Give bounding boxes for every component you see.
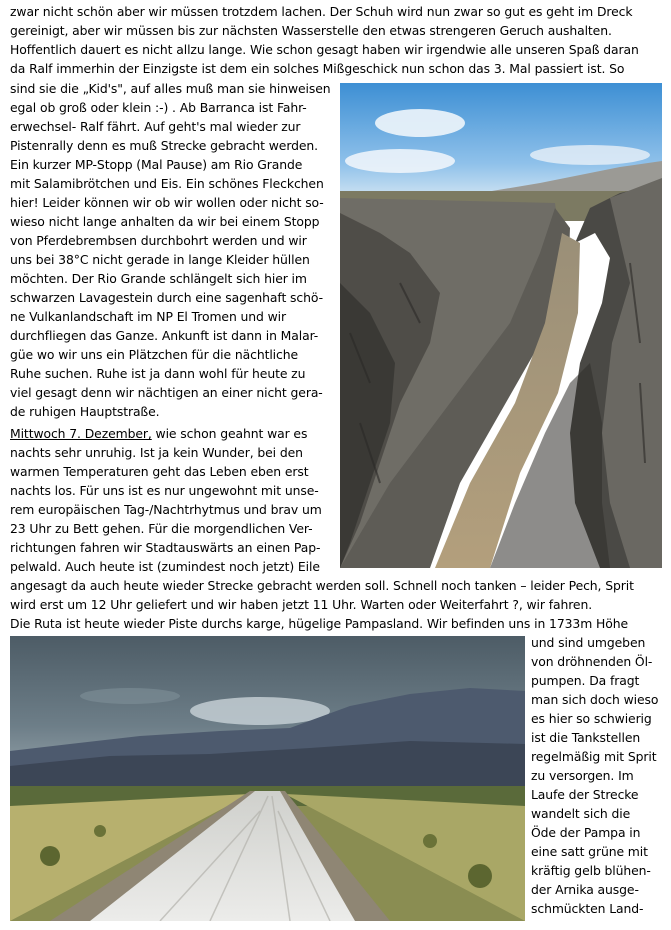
river-canyon-photo — [340, 83, 662, 568]
text-line: de ruhigen Hauptstraße. — [10, 404, 160, 419]
text-line: viel gesagt denn wir nächtigen an einer nicht gera- — [10, 385, 323, 400]
text-line: Laufe der Strecke — [531, 787, 639, 802]
text-line: uns bei 38°C nicht gerade in lange Kleider hüllen — [10, 252, 310, 267]
text-line: es hier so schwierig — [531, 711, 652, 726]
text-line: wandelt sich die — [531, 806, 631, 821]
text-line: mit Salamibrötchen und Eis. Ein schönes Fleckchen — [10, 176, 324, 191]
text-line: ne Vulkanlandschaft im NP El Tromen und wir — [10, 309, 287, 324]
text-line: von Pferdebrembsen durchbohrt werden und wir — [10, 233, 307, 248]
text-line: richtungen fahren wir Stadtauswärts an einen Pap- — [10, 540, 321, 555]
text-line: von dröhnenden Öl- — [531, 654, 653, 669]
text-line: der Arnika ausge- — [531, 882, 639, 897]
gravel-road-photo — [10, 636, 525, 921]
text-line: rem europäischen Tag-/Nachtrhytmus und brav um — [10, 502, 322, 517]
text-line: durchfliegen das Ganze. Ankunft ist dann in Malar- — [10, 328, 319, 343]
text-line: wieso nicht lange anhalten da wir bei einem Stopp — [10, 214, 320, 229]
text-line: pelwald. Auch heute ist (zumindest noch jetzt) Eile — [10, 559, 320, 574]
text-line: hier! Leider können wir ob wir wollen oder nicht so- — [10, 195, 324, 210]
text-line: Die Ruta ist heute wieder Piste durchs karge, hügelige Pampasland. Wir befinden uns in 1733m Höhe — [10, 616, 628, 631]
text-line: ist die Tankstellen — [531, 730, 641, 745]
text-line: Hoffentlich dauert es nicht allzu lange. Wie schon gesagt haben wir irgendwie alle unseren Spaß daran — [10, 42, 639, 57]
text-line: Pistenrally denn es muß Strecke gebracht werden. — [10, 138, 318, 153]
date-heading: Mittwoch 7. Dezember, — [10, 426, 152, 441]
text-line: 23 Uhr zu Bett gehen. Für die morgendlichen Ver- — [10, 521, 313, 536]
text-line: güe wo wir uns ein Plätzchen für die nächtliche — [10, 347, 299, 362]
text-line: zu versorgen. Im — [531, 768, 634, 783]
text-line: Ein kurzer MP-Stopp (Mal Pause) am Rio Grande — [10, 157, 303, 172]
text-line: und sind umgeben — [531, 635, 646, 650]
text-line: kräftig gelb blühen- — [531, 863, 651, 878]
text-line: pumpen. Da fragt — [531, 673, 640, 688]
text-line: gereinigt, aber wir müssen bis zur nächsten Wasserstelle den etwas strengeren Geruch aushalten. — [10, 23, 612, 38]
text-line: da Ralf immerhin der Einzigste ist dem ein solches Mißgeschick nun schon das 3. Mal passiert ist. So — [10, 61, 625, 76]
text-line: Öde der Pampa in — [531, 825, 641, 840]
text-line: nachts los. Für uns ist es nur ungewohnt mit unse- — [10, 483, 319, 498]
text-line: nachts sehr unruhig. Ist ja kein Wunder, bei den — [10, 445, 303, 460]
text-line: Ruhe suchen. Ruhe ist ja dann wohl für heute zu — [10, 366, 306, 381]
text-line: eine satt grüne mit — [531, 844, 648, 859]
text-line: regelmäßig mit Sprit — [531, 749, 657, 764]
text-line: warmen Temperaturen geht das Leben eben erst — [10, 464, 309, 479]
text-line: möchten. Der Rio Grande schlängelt sich hier im — [10, 271, 307, 286]
text-line: angesagt da auch heute wieder Strecke gebracht werden soll. Schnell noch tanken – leider Pech, Sprit — [10, 578, 634, 593]
text-line: schwarzen Lavagestein durch eine sagenhaft schö- — [10, 290, 323, 305]
text-line: sind sie die „Kid's", auf alles muß man sie hinweisen — [10, 81, 331, 96]
date-line — [10, 424, 307, 443]
text-line: zwar nicht schön aber wir müssen trotzdem lachen. Der Schuh wird nun zwar so gut es geht im Dreck — [10, 4, 633, 19]
text-line: egal ob groß oder klein :-) . Ab Barranca ist Fahr- — [10, 100, 307, 115]
text-line: schmückten Land- — [531, 901, 644, 916]
text-line: erwechsel- Ralf fährt. Auf geht's mal wieder zur — [10, 119, 301, 134]
text-line: wird erst um 12 Uhr geliefert und wir haben jetzt 11 Uhr. Warten oder Weiterfahrt ?, wir fahren. — [10, 597, 593, 612]
date-line-rest: wie schon geahnt war es — [151, 426, 308, 441]
text-line: man sich doch wieso — [531, 692, 659, 707]
